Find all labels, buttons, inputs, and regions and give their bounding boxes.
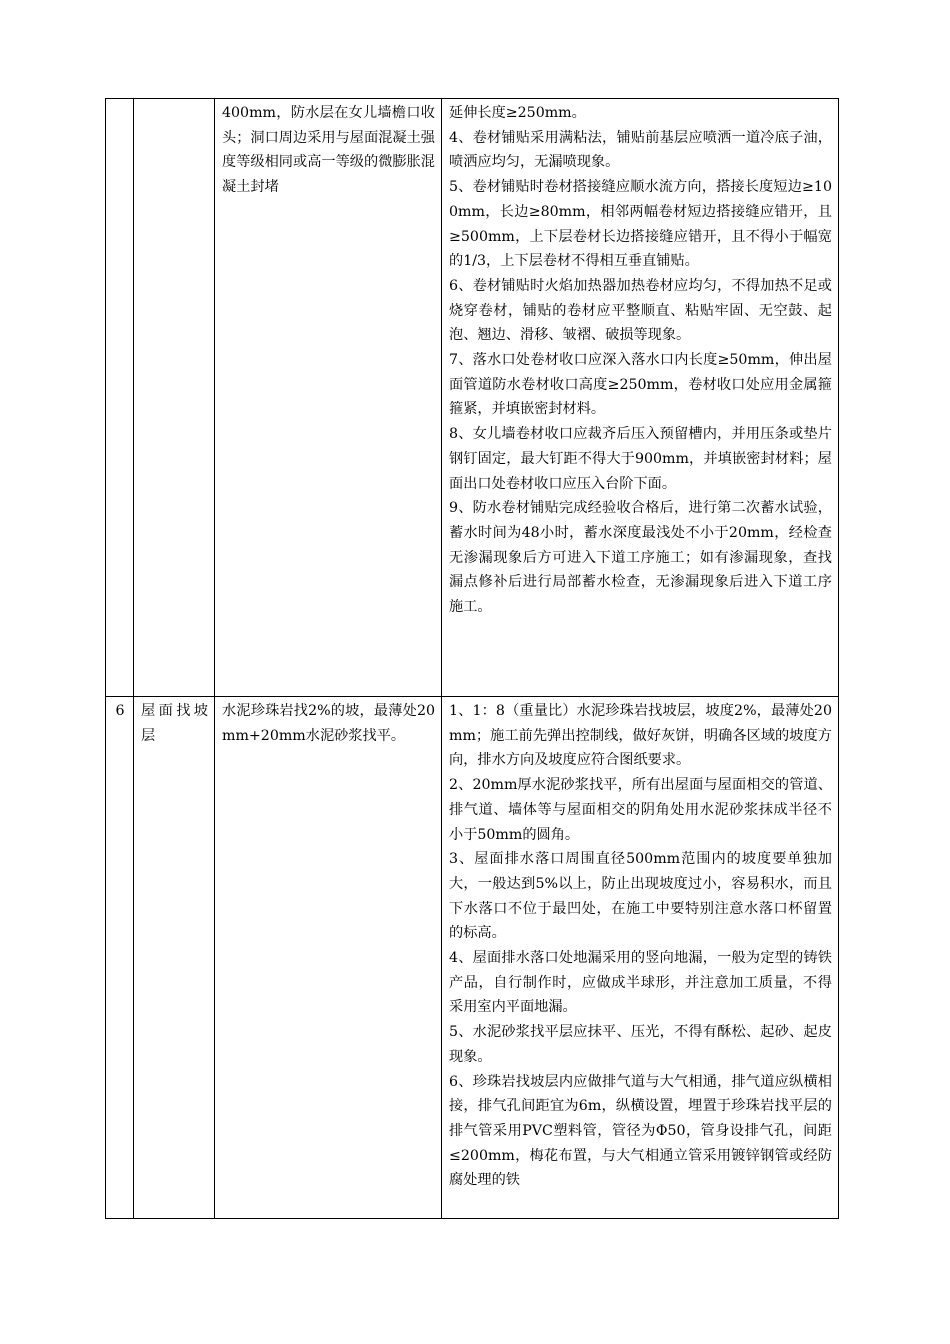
requirement-item: 7、落水口处卷材收口应深入落水口内长度≥50mm，伸出屋面管道防水卷材收口高度≥250mm，卷材收口处应用金属箍箍紧，并填嵌密封材料。: [449, 352, 832, 418]
item-name-cell: 屋面找坡层: [134, 697, 215, 1219]
table-row: [106, 99, 839, 697]
construction-spec-table: [105, 98, 839, 1219]
requirement-item: 6、卷材铺贴时火焰加热器加热卷材应均匀，不得加热不足或烧穿卷材，铺贴的卷材应平整顺直、粘贴牢固、无空鼓、起泡、翘边、滑移、皱褶、破损等现象。: [449, 277, 832, 344]
item-name-cell: [134, 99, 215, 697]
requirement-item: 6、珍珠岩找坡层内应做排气道与大气相通，排气道应纵横相接，排气孔间距宜为6m，纵横设置，埋置于珍珠岩找平层的排气管采用PVC塑料管，管径为Φ50，管身设排气孔，间距≤200mm，梅花布置，与大气相通立管采用镀锌钢管或经防腐处理的铁: [449, 1073, 832, 1189]
construction-content-cell: [215, 697, 442, 1219]
item-number-cell: 6: [106, 697, 134, 1219]
requirement-item: 5、卷材铺贴时卷材搭接缝应顺水流方向，搭接长度短边≥100mm，长边≥80mm，相邻两幅卷材短边搭接缝应错开，且≥500mm，上下层卷材长边搭接缝应错开，且不得小于幅宽的1/3，上下层卷材不得相互垂直铺贴。: [449, 179, 832, 270]
requirement-item: 8、女儿墙卷材收口应裁齐后压入预留槽内，并用压条或垫片钢钉固定，最大钉距不得大于900mm，并填嵌密封材料；屋面出口处卷材收口应压入台阶下面。: [449, 426, 832, 492]
requirement-item: 延伸长度≥250mm。: [449, 105, 586, 121]
requirement-item: 9、防水卷材铺贴完成经验收合格后，进行第二次蓄水试验，蓄水时间为48小时，蓄水深度最浅处不小于20mm，经检查无渗漏现象后方可进入下道工序施工；如有渗漏现象，查找漏点修补后进行局部蓄水检查，无渗漏现象后进入下道工序施工。: [449, 500, 832, 616]
construction-content-cell: [215, 99, 442, 697]
content-text: 水泥珍珠岩找2%的坡，最薄处20mm+20mm水泥砂浆找平。: [222, 703, 435, 744]
requirement-item: 4、屋面排水落口处地漏采用的竖向地漏，一般为定型的铸铁产品，自行制作时，应做成半球形，并注意加工质量，不得采用室内平面地漏。: [449, 950, 832, 1016]
item-number-cell: [106, 99, 134, 697]
requirement-item: 4、卷材铺贴采用满粘法，铺贴前基层应喷洒一道冷底子油，喷洒应均匀，无漏喷现象。: [449, 129, 832, 171]
content-text: 400mm，防水层在女儿墙檐口收头；洞口周边采用与屋面混凝土强度等级相同或高一等级的微膨胀混凝土封堵: [222, 105, 435, 196]
quality-requirements-cell: [442, 99, 839, 697]
quality-requirements-cell: [442, 697, 839, 1219]
requirement-item: 1、1：8（重量比）水泥珍珠岩找坡层，坡度2%，最薄处20mm；施工前先弹出控制线，做好灰饼，明确各区域的坡度方向，排水方向及坡度应符合图纸要求。: [449, 703, 832, 769]
requirement-item: 3、屋面排水落口周围直径500mm范围内的坡度要单独加大，一般达到5%以上，防止出现坡度过小，容易积水，而且下水落口不位于最凹处，在施工中要特别注意水落口杯留置的标高。: [449, 851, 832, 942]
requirement-item: 2、20mm厚水泥砂浆找平，所有出屋面与屋面相交的管道、排气道、墙体等与屋面相交的阴角处用水泥砂浆抹成半径不小于50mm的圆角。: [449, 777, 832, 843]
requirement-item: 5、水泥砂浆找平层应抹平、压光，不得有酥松、起砂、起皮现象。: [449, 1024, 832, 1065]
table-row: [106, 697, 839, 1219]
